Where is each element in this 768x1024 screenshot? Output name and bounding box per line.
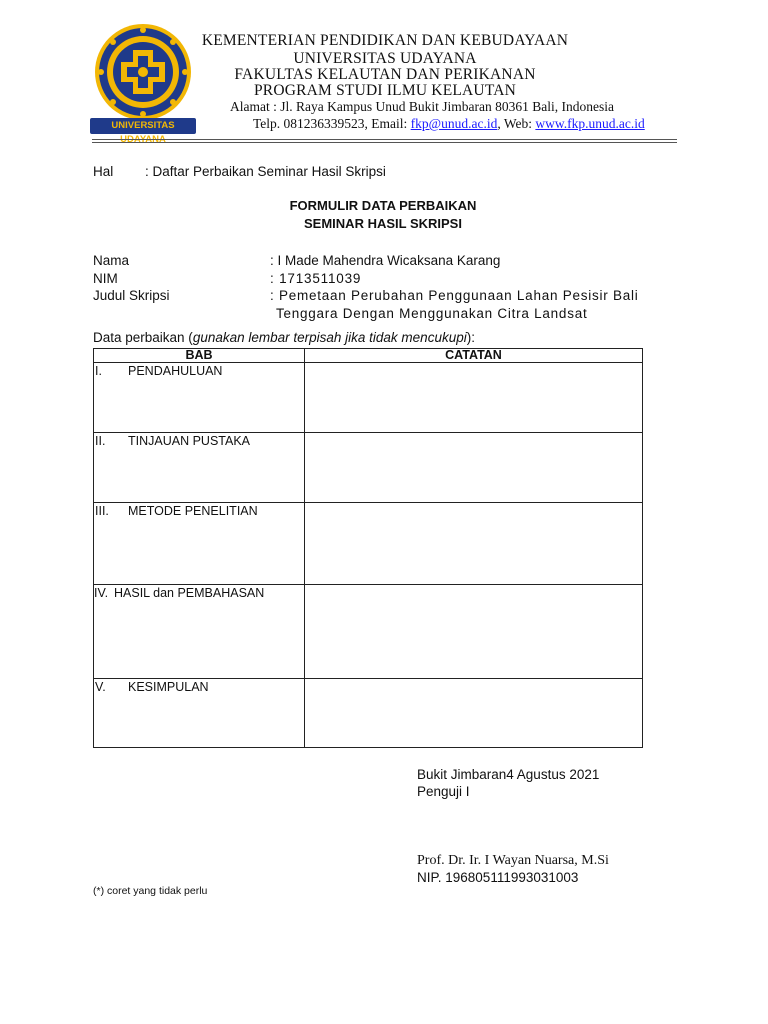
form-title-line2: SEMINAR HASIL SKRIPSI (304, 216, 462, 231)
judul-value-line2: Tenggara Dengan Menggunakan Citra Landsat (276, 306, 588, 321)
catatan-cell[interactable] (305, 679, 643, 748)
letterhead-program: PROGRAM STUDI ILMU KELAUTAN (253, 82, 517, 99)
revision-table (93, 348, 643, 748)
nama-value: : I Made Mahendra Wicaksana Karang (270, 253, 501, 268)
catatan-cell[interactable] (305, 433, 643, 503)
bab-title: KESIMPULAN (128, 680, 209, 694)
letterhead-ministry: KEMENTERIAN PENDIDIKAN DAN KEBUDAYAAN (201, 32, 569, 49)
bab-number: I. (95, 364, 102, 378)
letterhead-university: UNIVERSITAS UDAYANA (293, 50, 477, 67)
web-link[interactable]: www.fkp.unud.ac.id (535, 116, 645, 131)
data-note-italic: gunakan lembar terpisah jika tidak mencukupi (192, 330, 467, 345)
bab-title: TINJAUAN PUSTAKA (128, 434, 251, 448)
footnote: (*) coret yang tidak perlu (93, 885, 208, 897)
bab-title: HASIL dan PEMBAHASAN (114, 586, 265, 600)
signature-name: Prof. Dr. Ir. I Wayan Nuarsa, M.Si (417, 853, 609, 868)
contact-phone: Telp. 081236339523, Email: (253, 116, 411, 131)
signature-nip: NIP. 196805111993031003 (417, 870, 579, 885)
data-note-suffix: ): (466, 330, 475, 345)
signature-place-date: Bukit Jimbaran4 Agustus 2021 (417, 767, 600, 782)
letterhead-faculty: FAKULTAS KELAUTAN DAN PERIKANAN (234, 66, 536, 83)
judul-value-line1: : Pemetaan Perubahan Penggunaan Lahan Pesisir Bali (270, 288, 639, 303)
table-row (94, 363, 643, 433)
catatan-cell[interactable] (305, 363, 643, 433)
judul-label: Judul Skripsi (93, 288, 170, 303)
bab-cell (94, 363, 305, 433)
header-divider-bottom (92, 142, 677, 143)
hal-value: : Daftar Perbaikan Seminar Hasil Skripsi (145, 164, 386, 179)
bab-number: II. (95, 434, 106, 448)
bab-number: IV. (94, 586, 109, 600)
header-divider-top (92, 139, 677, 140)
catatan-cell[interactable] (305, 503, 643, 585)
letterhead-address: Alamat : Jl. Raya Kampus Unud Bukit Jimbaran 80361 Bali, Indonesia (230, 99, 614, 114)
header-catatan: CATATAN (305, 349, 643, 363)
web-prefix: , Web: (497, 116, 536, 131)
nim-value: : 1713511039 (270, 271, 362, 286)
data-note-prefix: Data perbaikan ( (93, 330, 193, 345)
bab-number: III. (95, 504, 109, 518)
bab-cell (94, 433, 305, 503)
nim-label: NIM (93, 271, 118, 286)
hal-label: Hal (93, 164, 114, 179)
bab-title: PENDAHULUAN (128, 364, 223, 378)
signature-role: Penguji I (417, 784, 470, 799)
table-header-row (94, 349, 643, 363)
logo-text: UNIVERSITAS (111, 120, 175, 131)
bab-cell (94, 585, 305, 679)
header-bab: BAB (94, 349, 305, 363)
bab-number: V. (95, 680, 106, 694)
table-row (94, 503, 643, 585)
table-row (94, 433, 643, 503)
email-link[interactable]: fkp@unud.ac.id (410, 116, 498, 131)
nama-label: Nama (93, 253, 130, 268)
letterhead-contact (253, 116, 645, 132)
form-title-line1: FORMULIR DATA PERBAIKAN (289, 198, 477, 213)
data-note (93, 330, 475, 345)
catatan-cell[interactable] (305, 585, 643, 679)
bab-cell (94, 503, 305, 585)
table-row (94, 679, 643, 748)
bab-title: METODE PENELITIAN (128, 504, 258, 518)
bab-cell (94, 679, 305, 748)
table-row (94, 585, 643, 679)
